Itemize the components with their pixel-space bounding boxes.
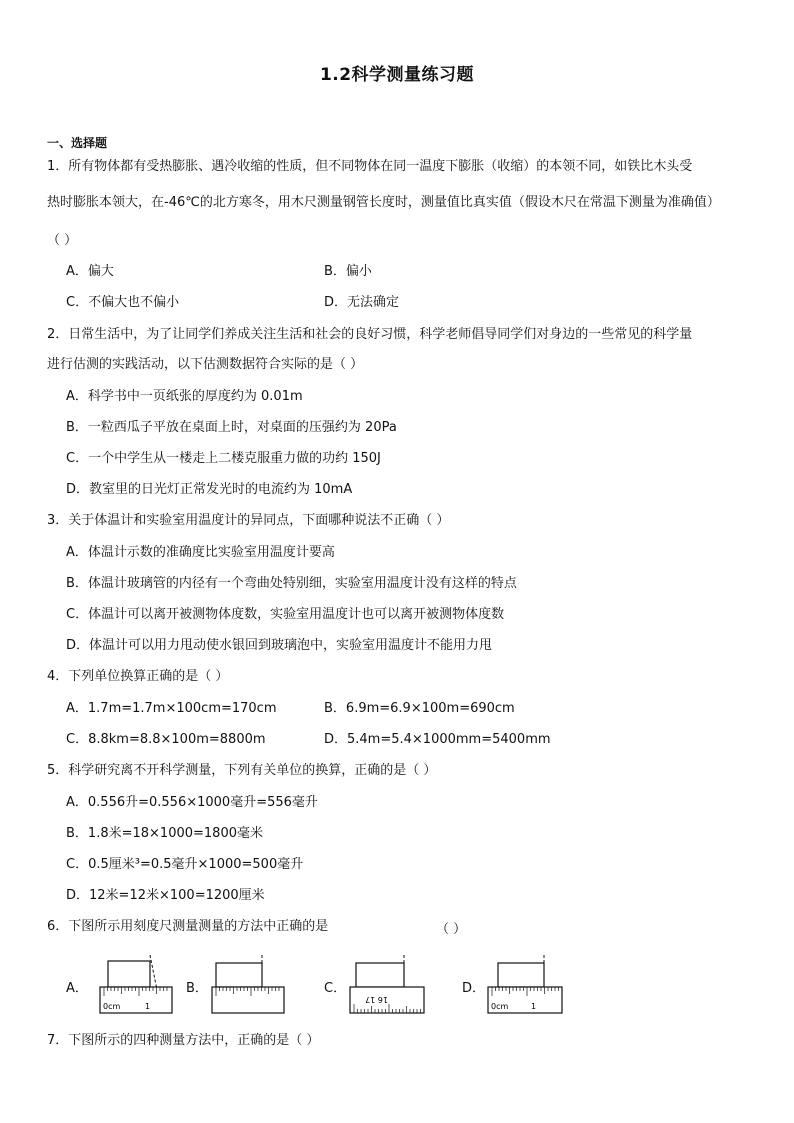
q6-figure-b-label: B． — [186, 981, 208, 996]
q6-figure-a-label: A． — [66, 981, 88, 996]
q1-line-2: 热时膨胀本领大，在-46℃的北方寒冬，用木尺测量钢管长度时，测量值比真实值（假设木尺在常温下测量为准确值） — [47, 195, 720, 210]
q5-option-c: C．0.5厘米³=0.5毫升×1000=500毫升 — [66, 857, 304, 872]
q3-option-c: C．体温计可以离开被测物体度数，实验室用温度计也可以离开被测物体度数 — [66, 607, 505, 622]
q6-d-one-label: 1 — [531, 1002, 537, 1011]
q1-option-d: D．无法确定 — [324, 295, 400, 310]
q6-d-block — [498, 963, 544, 987]
q4-line-1: 4．下列单位换算正确的是（ ） — [47, 669, 229, 684]
q3-option-d: D．体温计可以用力甩动使水银回到玻璃泡中，实验室用温度计不能用力甩 — [66, 638, 493, 653]
section-heading: 一、选择题 — [47, 136, 108, 150]
q6-figure-d-ruler-diagram — [484, 955, 568, 1017]
q6-figure-b-ruler-diagram — [208, 955, 288, 1017]
page-title: 1.2科学测量练习题 — [319, 65, 475, 85]
q6-figure-c-ruler-diagram — [346, 955, 430, 1017]
q6-c-block — [356, 963, 404, 987]
q1-option-a: A．偏大 — [66, 264, 114, 279]
q2-option-a: A．科学书中一页纸张的厚度约为 0.01m — [66, 389, 303, 404]
q6-c-flipped-label: 16 17 — [365, 995, 388, 1004]
q3-option-a: A．体温计示数的准确度比实验室用温度计要高 — [66, 545, 335, 560]
q2-line-1: 2．日常生活中，为了让同学们养成关注生活和社会的良好习惯，科学老师倡导同学们对身边的一些常见的科学量 — [47, 327, 693, 342]
q3-line-1: 3．关于体温计和实验室用温度计的异同点，下面哪种说法不正确（ ） — [47, 513, 450, 528]
q6-a-zero-label: 0cm — [103, 1002, 121, 1011]
q7-line-1: 7．下图所示的四种测量方法中，正确的是（ ） — [47, 1033, 320, 1048]
q1-line-3: （ ） — [47, 233, 78, 248]
q5-option-d: D．12米=12米×100=1200厘米 — [66, 888, 265, 903]
q6-d-zero-label: 0cm — [491, 1002, 509, 1011]
q5-option-b: B．1.8米=18×1000=1800毫米 — [66, 826, 263, 841]
q2-option-c: C．一个中学生从一楼走上二楼克服重力做的功约 150J — [66, 451, 381, 466]
q6-a-one-label: 1 — [145, 1002, 151, 1011]
q5-line-1: 5．科学研究离不开科学测量，下列有关单位的换算，正确的是（ ） — [47, 763, 437, 778]
q6-figures — [66, 955, 706, 1025]
q1-option-c: C．不偏大也不偏小 — [66, 295, 180, 310]
q6-figure-c-label: C． — [324, 981, 347, 996]
q4-option-d: D．5.4m=5.4×1000mm=5400mm — [324, 732, 551, 747]
q6-figure-a-ruler-diagram — [96, 955, 176, 1017]
q4-option-c: C．8.8km=8.8×100m=8800m — [66, 732, 266, 747]
q6-figure-d-label: D． — [462, 981, 486, 996]
q2-option-d: D．教室里的日光灯正常发光时的电流约为 10mA — [66, 482, 353, 497]
q1-option-b: B．偏小 — [324, 264, 372, 279]
q1-line-1: 1．所有物体都有受热膨胀、遇冷收缩的性质，但不同物体在同一温度下膨胀（收缩）的本领不同，如铁比木头受 — [47, 159, 693, 174]
q6-a-block — [108, 961, 150, 987]
q2-line-2: 进行估测的实践活动，以下估测数据符合实际的是（ ） — [47, 357, 364, 372]
q2-option-b: B．一粒西瓜子平放在桌面上时，对桌面的压强约为 20Pa — [66, 420, 397, 435]
q6-answer-paren: （ ） — [436, 922, 467, 937]
q4-option-b: B．6.9m=6.9×100m=690cm — [324, 701, 515, 716]
q5-option-a: A．0.556升=0.556×1000毫升=556毫升 — [66, 795, 318, 810]
q4-option-a: A．1.7m=1.7m×100cm=170cm — [66, 701, 277, 716]
q3-option-b: B．体温计玻璃管的内径有一个弯曲处特别细，实验室用温度计没有这样的特点 — [66, 576, 517, 591]
q6-line-1: 6．下图所示用刻度尺测量测量的方法中正确的是 — [47, 919, 329, 934]
q6-b-block — [216, 963, 262, 987]
